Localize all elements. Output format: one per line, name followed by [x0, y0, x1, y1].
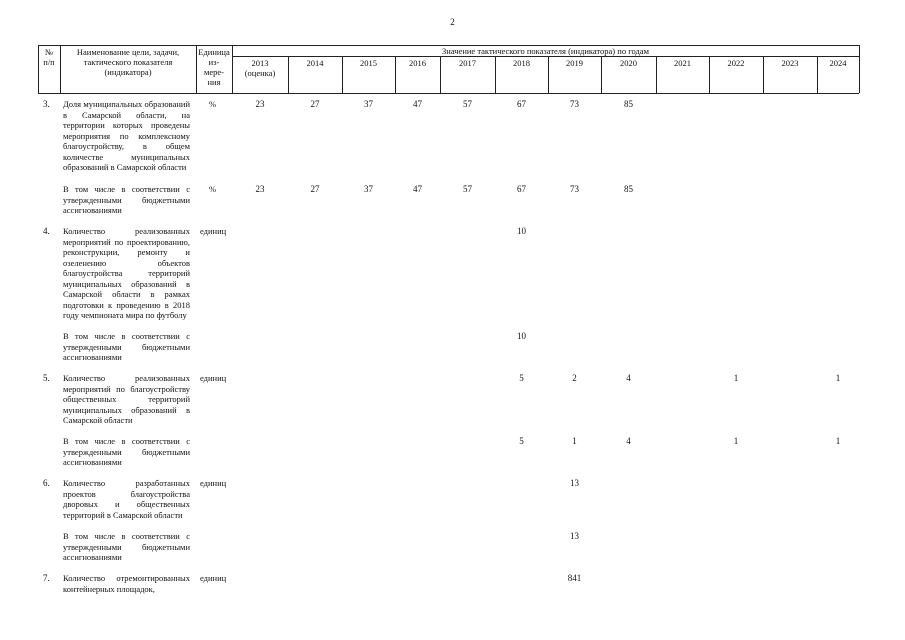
indicator-value: 2 — [572, 373, 577, 383]
header-year: 2024 — [829, 58, 847, 68]
indicator-value: 4 — [626, 373, 631, 383]
unit-of-measure: единиц — [200, 478, 227, 488]
indicator-value: 4 — [626, 436, 631, 446]
indicator-value: 73 — [570, 99, 579, 109]
indicator-value: 5 — [519, 373, 524, 383]
unit-of-measure: единиц — [200, 373, 227, 383]
indicator-name: В том числе в соответствии с утвержденными бюджетными ассигнованиями — [63, 331, 190, 362]
unit-of-measure: единиц — [200, 573, 227, 583]
header-column-border — [859, 45, 860, 93]
header-col-name: Наименование цели, задачи, тактического показателя (индикатора) — [76, 47, 180, 77]
header-year: 2016 — [409, 58, 426, 68]
header-col-values: Значение тактического показателя (индикатора) по годам — [442, 46, 649, 56]
row-number: 7. — [43, 573, 50, 583]
indicator-name: В том числе в соответствии с утвержденными бюджетными ассигнованиями — [63, 436, 190, 467]
indicator-value: 73 — [570, 184, 579, 194]
indicator-value: 37 — [364, 99, 373, 109]
header-col-unit: Единица из- мере- ния — [198, 47, 230, 87]
indicator-value: 1 — [835, 373, 841, 383]
indicator-value: 47 — [413, 184, 422, 194]
indicator-name: Количество реализованных мероприятий по благоустройству общественных территорий муниципальных образований в Самарской области — [63, 373, 190, 425]
row-number: 5. — [43, 373, 50, 383]
indicator-name: Количество реализованных мероприятий по проектированию, реконструкции, ремонту и озеленению объектов благоустройства территорий муниципальных образований в Самарской области в рамках подготовки к проведению в 2018 году чемпионата мира по футболу — [63, 226, 190, 320]
indicator-value: 841 — [567, 573, 582, 583]
indicator-value: 67 — [517, 184, 526, 194]
indicator-name: Количество отремонтированных контейнерных площадок, — [63, 573, 190, 594]
header-year: 2014 — [306, 58, 324, 68]
indicator-value: 67 — [517, 99, 526, 109]
row-number: 4. — [43, 226, 50, 236]
indicator-value: 37 — [364, 184, 373, 194]
indicator-value: 10 — [517, 331, 526, 341]
indicator-value: 27 — [310, 184, 320, 194]
indicator-name: Доля муниципальных образований в Самарской области, на территории которых проведены мероприятия по комплексному благоустройству, в общем количестве муниципальных образований в Самарской области — [63, 99, 190, 172]
unit-of-measure: % — [209, 184, 217, 194]
indicator-name: В том числе в соответствии с утвержденными бюджетными ассигнованиями — [63, 531, 190, 562]
indicator-value: 23 — [255, 99, 265, 109]
indicator-value: 10 — [517, 226, 526, 236]
indicator-name: В том числе в соответствии с утвержденными бюджетными ассигнованиями — [63, 184, 190, 215]
unit-of-measure: % — [209, 99, 217, 109]
row-number: 3. — [43, 99, 50, 109]
indicator-value: 1 — [572, 436, 577, 446]
indicator-value: 47 — [413, 99, 422, 109]
header-year: 2022 — [727, 58, 745, 68]
indicator-value: 1 — [835, 436, 841, 446]
indicator-value: 1 — [733, 436, 739, 446]
indicator-value: 85 — [624, 99, 633, 109]
header-year: 2020 — [620, 58, 637, 68]
indicator-value: 13 — [570, 531, 579, 541]
header-year: 2021 — [674, 58, 691, 68]
page-number: 2 — [450, 17, 455, 27]
header-year: 2019 — [566, 58, 583, 68]
indicator-value: 57 — [463, 184, 472, 194]
indicator-value: 1 — [733, 373, 739, 383]
indicator-value: 57 — [463, 99, 472, 109]
row-number: 6. — [43, 478, 50, 488]
header-year: 2018 — [513, 58, 530, 68]
indicator-value: 5 — [519, 436, 524, 446]
indicator-value: 13 — [570, 478, 579, 488]
indicator-name: Количество разработанных проектов благоустройства дворовых и общественных территорий в Самарской области — [63, 478, 190, 520]
header-year: 2017 — [459, 58, 476, 68]
indicator-value: 23 — [255, 184, 265, 194]
unit-of-measure: единиц — [200, 226, 227, 236]
header-bottom-line — [38, 93, 859, 94]
header-year: 2013 (оценка) — [244, 58, 276, 78]
header-years-line — [232, 56, 859, 57]
header-year: 2023 — [781, 58, 799, 68]
header-year: 2015 — [360, 58, 377, 68]
indicator-value: 85 — [624, 184, 633, 194]
header-col-num: № п/п — [43, 47, 55, 67]
indicator-value: 27 — [310, 99, 320, 109]
